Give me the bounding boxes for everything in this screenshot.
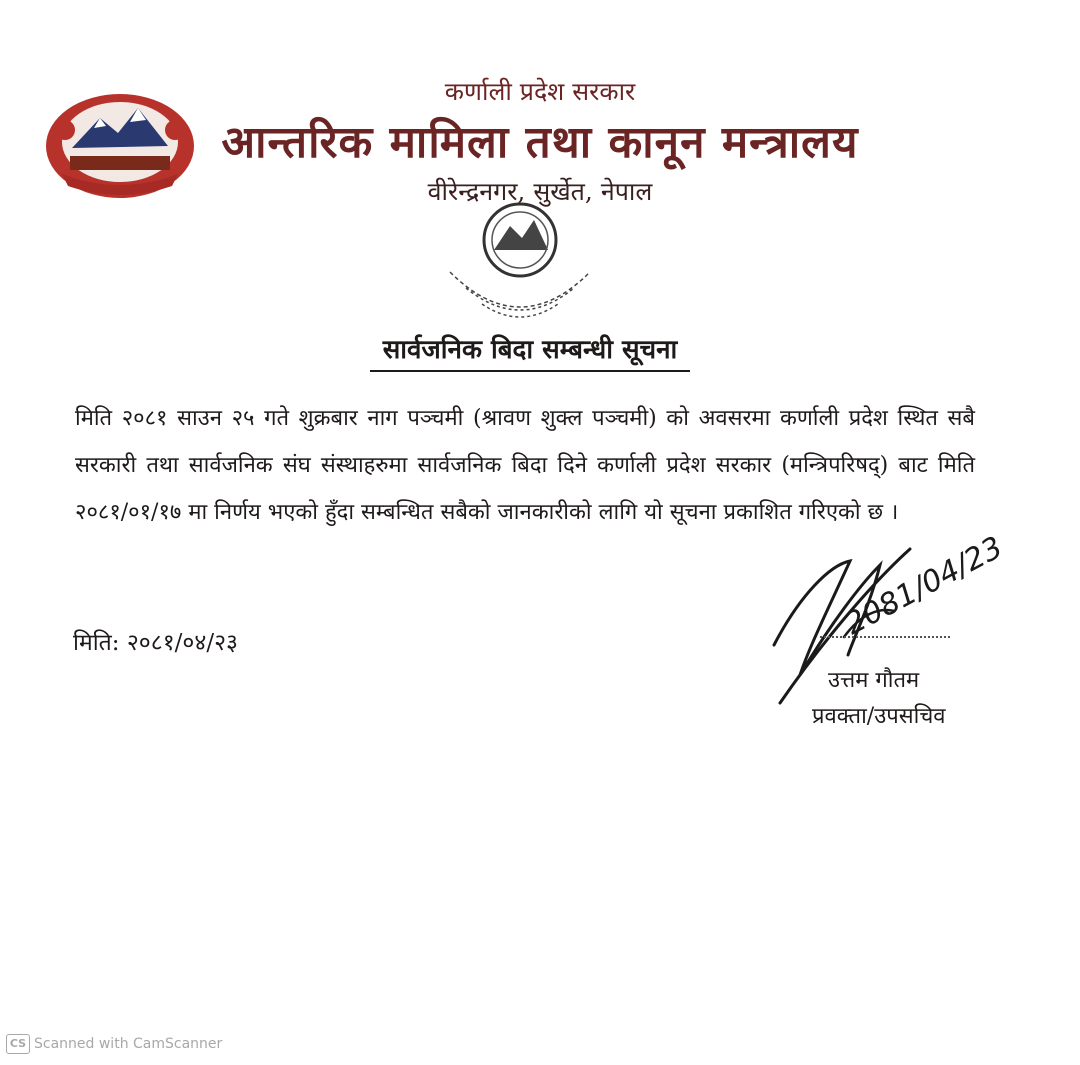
watermark-text: Scanned with CamScanner: [34, 1036, 223, 1052]
handwritten-date: 2081/04/23: [839, 529, 1009, 643]
letterhead: [200, 70, 880, 208]
signature-line: [820, 636, 950, 638]
camscanner-logo-icon: CS: [6, 1034, 30, 1054]
nepal-emblem-icon: [40, 78, 200, 203]
notice-body: मिति २०८१ साउन २५ गते शुक्रबार नाग पञ्चमी (श्रावण शुक्ल पञ्चमी) को अवसरमा कर्णाली प्रदेश स्थित सबै सरकारी तथा सार्वजनिक संघ संस्थाहरुमा सार्वजनिक बिदा दिने कर्णाली प्रदेश सरकार (मन्त्रिपरिषद्) बाट मिति २०८१/०१/१७ मा निर्णय भएको हुँदा सम्बन्धित सबैको जानकारीको लागि यो सूचना प्रकाशित गरिएको छ ।: [75, 406, 975, 525]
signatory-title: प्रवक्ता/उपसचिव: [812, 704, 946, 729]
official-seal-icon: [430, 192, 610, 342]
office-address: वीरेन्द्रनगर, सुर्खेत, नेपाल: [427, 177, 653, 206]
notice-date: मिति: २०८१/०४/२३: [73, 630, 239, 656]
ministry-name: आन्तरिक मामिला तथा कानून मन्त्रालय: [221, 117, 859, 168]
notice-title: सार्वजनिक बिदा सम्बन्धी सूचना: [370, 330, 690, 372]
camscanner-watermark: [6, 1034, 222, 1054]
government-name: कर्णाली प्रदेश सरकार: [444, 77, 636, 106]
signatory-name: उत्तम गौतम: [828, 668, 920, 693]
